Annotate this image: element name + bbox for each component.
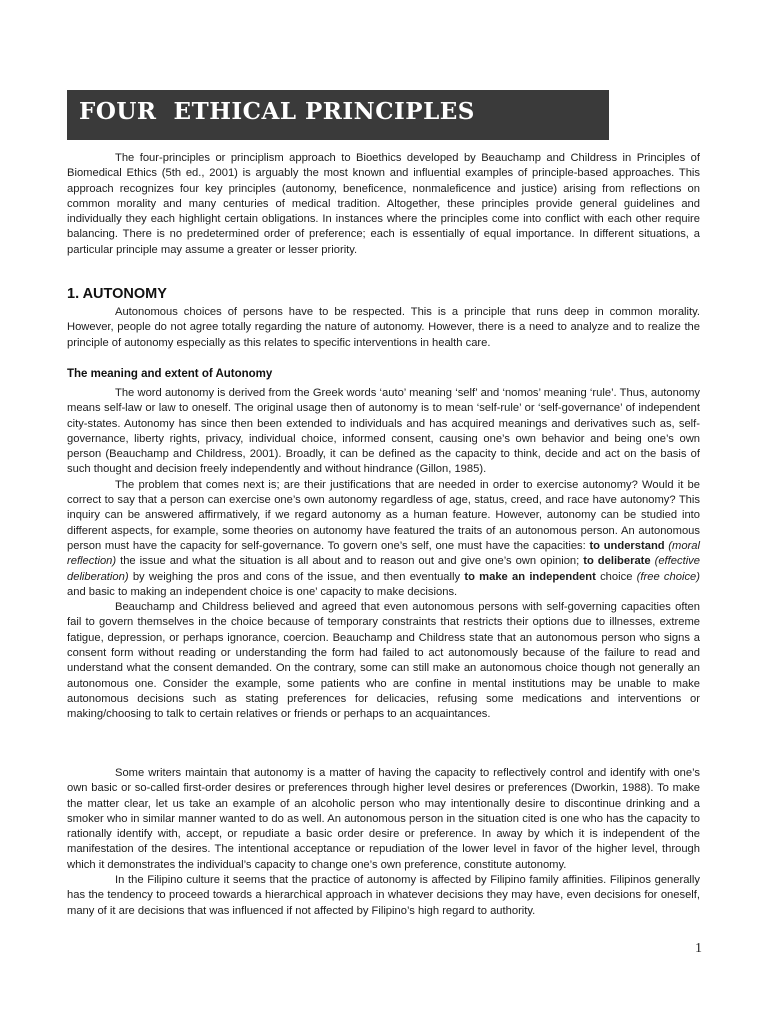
p2-text-d: by weighing the pros and cons of the issue, and then eventually [128,570,465,583]
section-heading-autonomy: 1. AUTONOMY [67,286,167,302]
free-choice-italic: (free choice) [636,570,700,583]
autonomy-intro-paragraph: Autonomous choices of persons have to be respected. This is a principle that runs deep in common morality. However, people do not agree totally regarding the nature of autonomy. However, there is a need to analyze and to realize the principle of autonomy especially as this relates to specific interventions in health care. [67,306,700,349]
intro-paragraph: The four-principles or principlism approach to Bioethics developed by Beauchamp and Childress in Principles of Biomedical Ethics (5th ed., 2001) is arguably the most known and influential examples of principle-based approaches. This approach recognizes four key principles (autonomy, beneficence, nonmaleficence and justice) arising from reflections on common morality and many centuries of medical tradition. Altogether, these principles provide general guidelines and individually they each highlight certain obligations. In instances where the principles come into conflict with each other require balancing. There is no predetermined order of preference; each is essentially of equal importance. In different situations, a particular principle may assume a greater or lesser priority. [67,152,700,256]
to-deliberate-bold: to deliberate [583,555,651,568]
autonomy-paragraph-3: Beauchamp and Childress believed and agreed that even autonomous persons with self-governing capacities often fail to govern themselves in the choice because of temporary constraints that restricts their options due to illnesses, extreme fatigue, depression, or perhaps ignorance, coercion. Beauchamp and Childress state that an autonomous person who signs a consent form without reading or understanding the form had failed to act autonomously because of the failure to read and understand what the consent demanded. On the contrary, some can still make an autonomous choice though not generally an autonomous one. Consider the example, some patients who are confine in mental institutions may be unable to make autonomous decisions such as stating preferences for delicacies, refusing some medications and interventions or making/choosing to talk to certain relatives or friends or perhaps to an acquaintances. [67,601,700,721]
to-make-independent-bold: to make an independent [464,570,596,583]
autonomy-paragraph-2 [67,478,700,600]
p2-text-a: The problem that comes next is; are their justifications that are needed in order to exercise autonomy? Would it be correct to say that a person can exercise one’s own autonomy regardless of age, status, creed, and race have autonomy? This inquiry can be answered affirmatively, if we regard autonomy as a human feature. However, autonomy can be studied into different aspects, for example, some theories on autonomy have featured the traits of an autonomous person. An autonomous person must have the capacity for self-governance. To govern one’s self, one must have the capacities: [67,478,700,552]
autonomy-intro-block [67,305,700,351]
title-banner [67,90,609,140]
page-title: FOUR ETHICAL PRINCIPLES [79,98,475,125]
to-understand-bold: to understand [589,539,665,552]
autonomy-body-block [67,386,700,723]
autonomy-paragraph-5: In the Filipino culture it seems that the practice of autonomy is affected by Filipino family affinities. Filipinos generally has the tendency to proceed towards a hierarchical approach in whatever decisions they may have, even decisions for oneself, many of it are decisions that was influenced if not affected by Filipino’s high regard to authority. [67,874,700,917]
intro-paragraph-block [67,151,700,258]
page-number: 1 [695,941,702,956]
moral-reflection-italic: (moral reflection) [67,539,700,568]
subheading-meaning-extent: The meaning and extent of Autonomy [67,368,273,380]
autonomy-paragraph-1: The word autonomy is derived from the Greek words ‘auto’ meaning ‘self’ and ‘nomos’ meaning ‘rule’. Thus, autonomy means self-law or law to oneself. The original usage then of autonomy is to mean ‘self-rule’ or ‘self-governance’ of independent city-states. Autonomy has since then been extended to individuals and has acquired meanings and derivatives such as, self-governance, liberty rights, privacy, individual choice, informed consent, causing one’s own behavior and being one’s own person (Beauchamp and Childress, 2001). Broadly, it can be defined as the capacity to think, decide and act on the basis of such thought and decision freely independently and without hindrance (Gillon, 1985). [67,387,700,476]
p2-text-f: and basic to making an independent choice is one’ capacity to make decisions. [67,585,458,598]
effective-deliberation-italic: (effective deliberation) [67,555,701,583]
p2-text-e: choice [595,570,637,583]
autonomy-paragraph-4: Some writers maintain that autonomy is a matter of having the capacity to reflectively control and identify with one’s own basic or so-called first-order desires or preferences through higher level desires or preferences (Dworkin, 1988). To make the matter clear, let us take an example of an alcoholic person who may intentionally desire to discontinue drinking and a smoker who in similar manner wanted to do as well. An autonomous person in the situation cited is one who has the capacity to rationally identify with, accept, or repudiate a basic order desire or preference. In away by which it is independent of the manifestation of the desires. The intentional acceptance or repudiation of the lower level in favor of the higher level, through which it demonstrates the individual’s capacity to change one’s own preference, constitute autonomy. [67,767,700,871]
p2-text-c: the issue and what the situation is all about and to reason out and give one’s own opinion; [116,555,584,568]
autonomy-body-block-2 [67,766,700,919]
